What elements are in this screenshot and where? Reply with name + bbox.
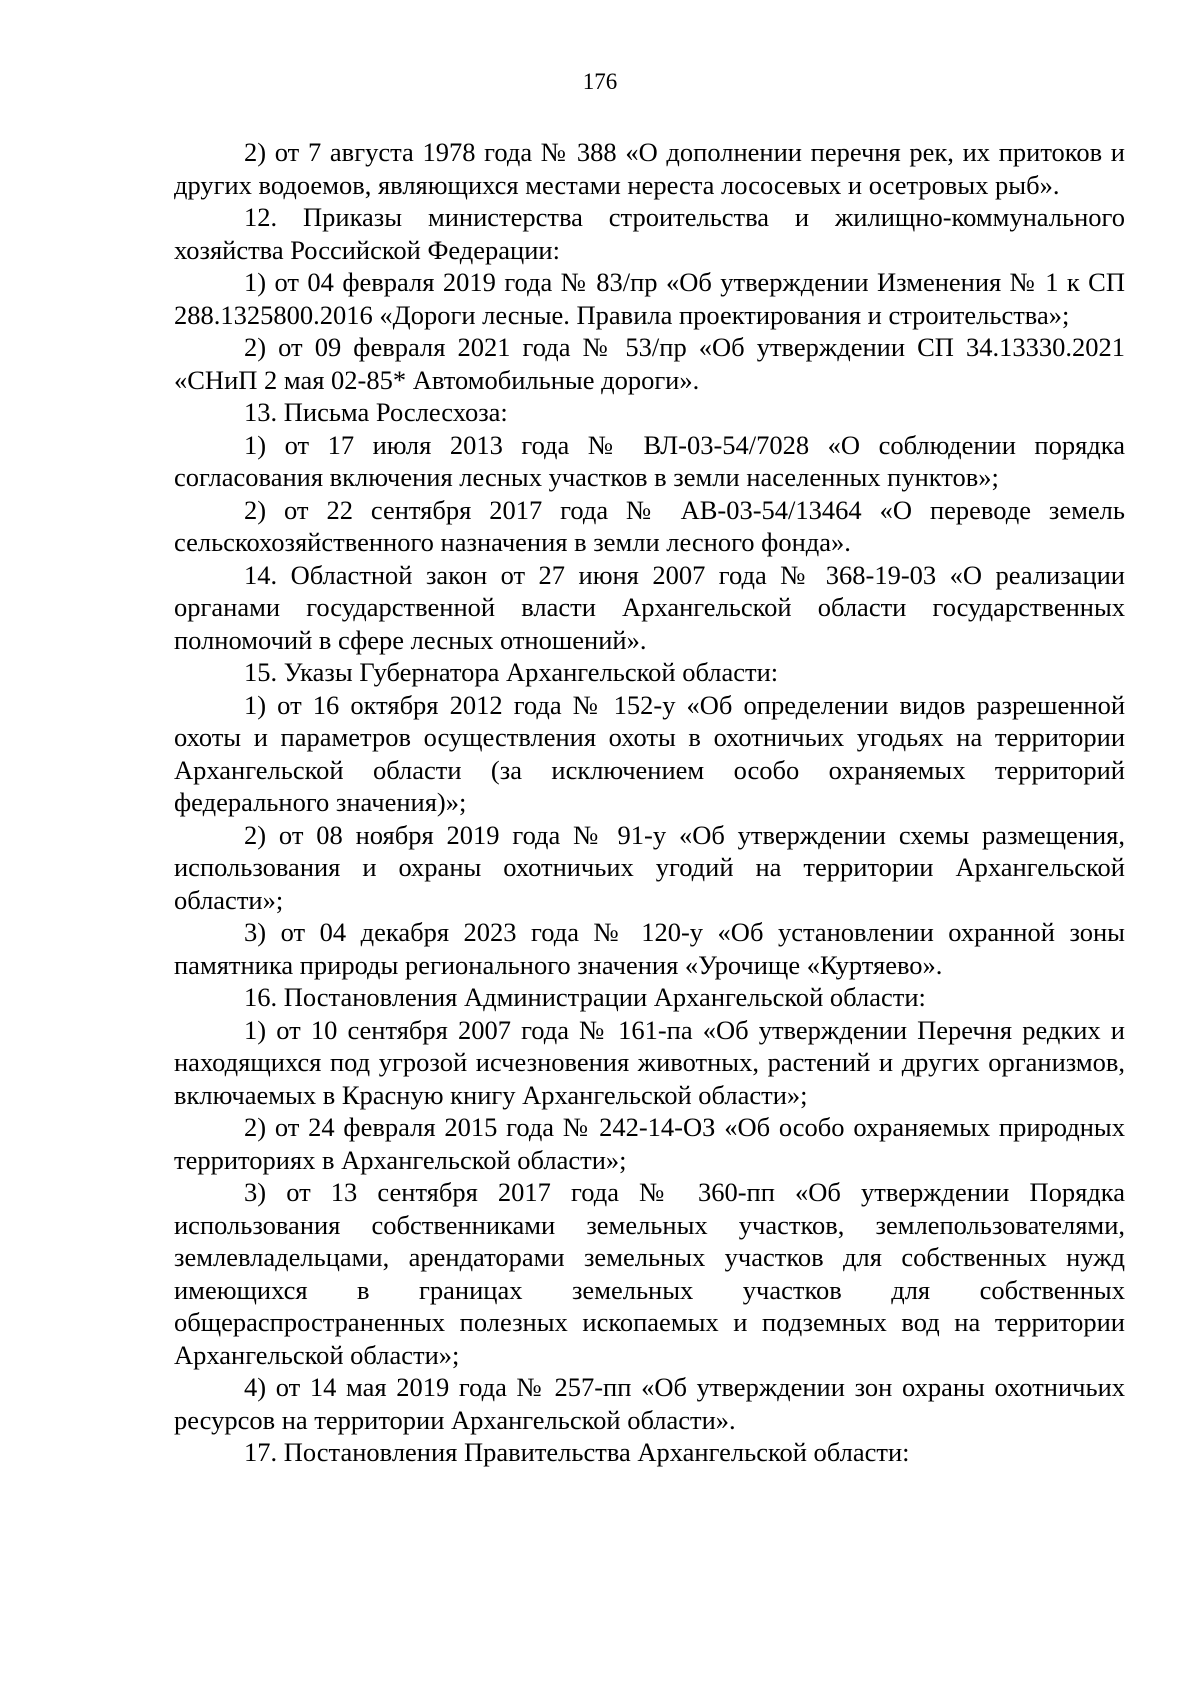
paragraph-item-16-1: 1) от 10 сентября 2007 года № 161-па «Об утверждении Перечня редких и находящихся под угрозой исчезновения животных, растений и других организмов, включаемых в Красную книгу Архангельской области»; bbox=[174, 1014, 1125, 1110]
page-number: 176 bbox=[582, 69, 618, 94]
paragraph-item-13-1: 1) от 17 июля 2013 года № ВЛ-03-54/7028 «О соблюдении порядка согласования включения лесных участков в земли населенных пунктов»; bbox=[174, 429, 1125, 492]
paragraph-item-16-2: 2) от 24 февраля 2015 года № 242-14-ОЗ «Об особо охраняемых природных территориях в Архангельской области»; bbox=[174, 1112, 1125, 1175]
paragraph-item-15-2: 2) от 08 ноября 2019 года № 91-у «Об утверждении схемы размещения, использования и охраны охотничьих угодий на территории Архангельской области»; bbox=[174, 819, 1125, 915]
paragraph-item-2-1978: 2) от 7 августа 1978 года № 388 «О дополнении перечня рек, их притоков и других водоемов, являющихся местами нереста лососевых и осетровых рыб». bbox=[174, 137, 1125, 200]
paragraph-item-12-1: 1) от 04 февраля 2019 года № 83/пр «Об утверждении Изменения № 1 к СП 288.1325800.2016 «Дороги лесные. Правила проектирования и строительства»; bbox=[174, 267, 1125, 330]
paragraph-section-12-heading: 12. Приказы министерства строительства и жилищно-коммунального хозяйства Российской Федерации: bbox=[174, 202, 1125, 265]
paragraph-section-14: 14. Областной закон от 27 июня 2007 года № 368-19-03 «О реализации органами государственной власти Архангельской области государственных полномочий в сфере лесных отношений». bbox=[174, 559, 1125, 655]
paragraph-item-15-3: 3) от 04 декабря 2023 года № 120-у «Об установлении охранной зоны памятника природы регионального значения «Урочище «Куртяево». bbox=[174, 917, 1125, 980]
paragraph-section-15-heading: 15. Указы Губернатора Архангельской области: bbox=[244, 657, 779, 687]
paragraph-item-12-2: 2) от 09 февраля 2021 года № 53/пр «Об утверждении СП 34.13330.2021 «СНиП 2 мая 02-85* Автомобильные дороги». bbox=[174, 332, 1125, 395]
document-body bbox=[174, 136, 1125, 1469]
paragraph-item-13-2: 2) от 22 сентября 2017 года № АВ-03-54/13464 «О переводе земель сельскохозяйственного назначения в земли лесного фонда». bbox=[174, 494, 1125, 557]
paragraph-item-16-3: 3) от 13 сентября 2017 года № 360-пп «Об утверждении Порядка использования собственниками земельных участков, землепользователями, землевладельцами, арендаторами земельных участков для собственных нужд имеющихся в границах земельных участков для собственных общераспространенных полезных ископаемых и подземных вод на территории Архангельской области»; bbox=[174, 1177, 1125, 1370]
paragraph-section-13-heading: 13. Письма Рослесхоза: bbox=[244, 397, 508, 427]
paragraph-item-15-1: 1) от 16 октября 2012 года № 152-у «Об определении видов разрешенной охоты и параметров осуществления охоты в охотничьих угодьях на территории Архангельской области (за исключением особо охраняемых территорий федерального значения)»; bbox=[174, 689, 1125, 817]
paragraph-section-16-heading: 16. Постановления Администрации Архангельской области: bbox=[244, 982, 926, 1012]
paragraph-section-17-heading: 17. Постановления Правительства Архангельской области: bbox=[244, 1437, 910, 1467]
paragraph-item-16-4: 4) от 14 мая 2019 года № 257-пп «Об утверждении зон охраны охотничьих ресурсов на территории Архангельской области». bbox=[174, 1372, 1125, 1435]
